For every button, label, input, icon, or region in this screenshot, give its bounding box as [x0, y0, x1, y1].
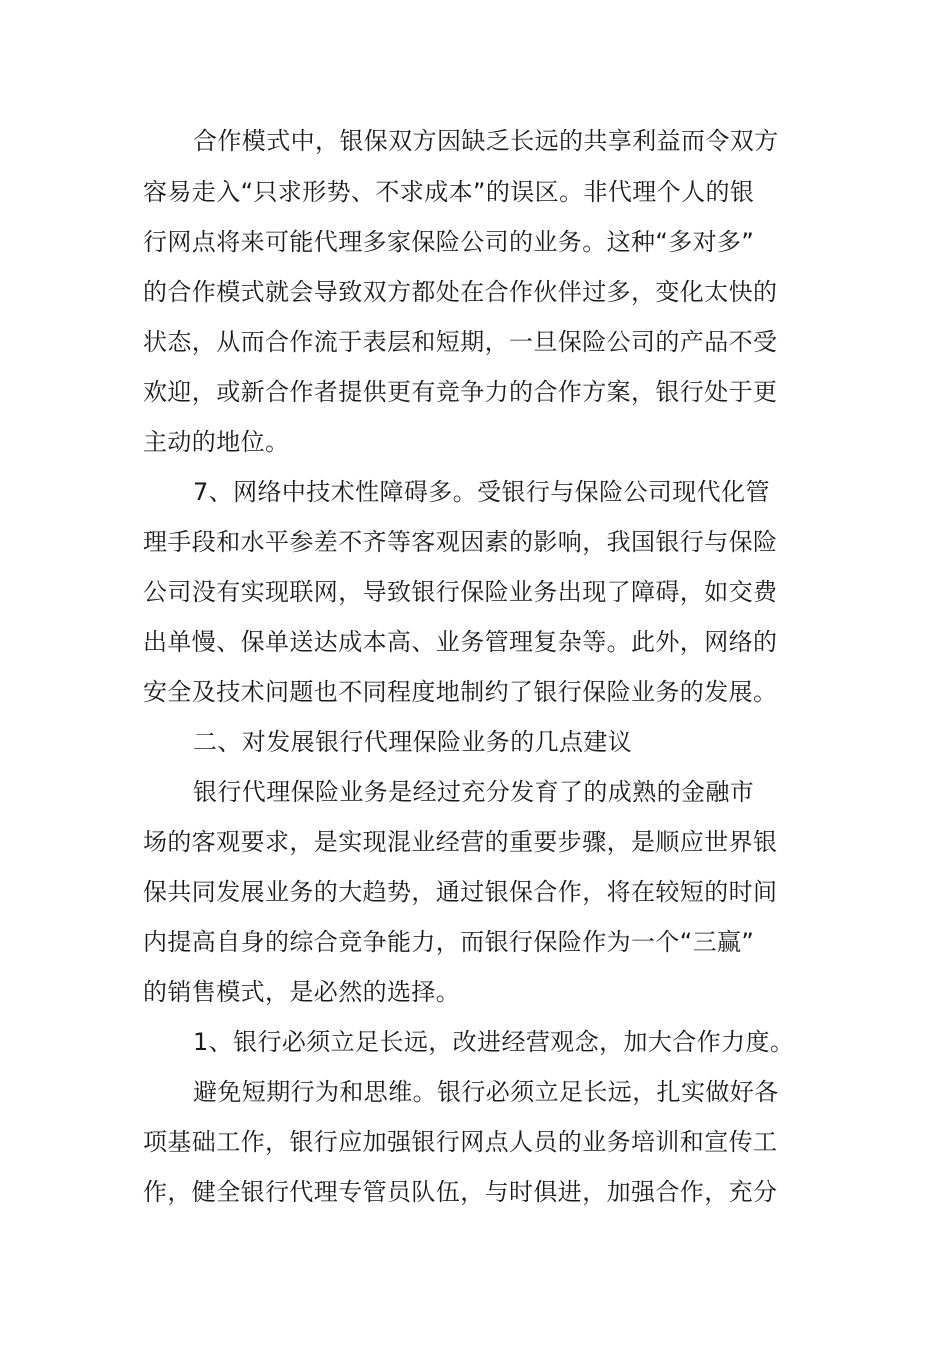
text-line: 理手段和水平参差不齐等客观因素的影响，我国银行与保险 — [143, 528, 778, 556]
text-line: 欢迎，或新合作者提供更有竞争力的合作方案，银行处于更 — [143, 378, 778, 406]
text-line: 内提高自身的综合竞争能力，而银行保险作为一个“三赢” — [143, 928, 755, 956]
text-line: 保共同发展业务的大趋势，通过银保合作，将在较短的时间 — [143, 878, 778, 906]
text-line: 安全及技术问题也不同程度地制约了银行保险业务的发展。 — [143, 678, 778, 706]
text-line: 作，健全银行代理专管员队伍，与时俱进，加强合作，充分 — [143, 1178, 778, 1206]
text-line: 行网点将来可能代理多家保险公司的业务。这种“多对多” — [143, 228, 755, 256]
text-line: 银行代理保险业务是经过充分发育了的成熟的金融市 — [193, 778, 755, 806]
text-line: 公司没有实现联网，导致银行保险业务出现了障碍，如交费 — [143, 578, 778, 606]
text-line: 场的客观要求，是实现混业经营的重要步骤，是顺应世界银 — [143, 828, 778, 856]
text-line: 状态，从而合作流于表层和短期，一旦保险公司的产品不受 — [143, 328, 778, 356]
text-line: 7、网络中技术性障碍多。受银行与保险公司现代化管 — [193, 478, 770, 506]
text-line: 的销售模式，是必然的选择。 — [143, 978, 461, 1006]
text-line: 的合作模式就会导致双方都处在合作伙伴过多，变化太快的 — [143, 278, 778, 306]
text-line: 主动的地位。 — [143, 428, 290, 456]
text-line: 容易走入“只求形势、不求成本”的误区。非代理个人的银 — [143, 178, 755, 206]
subheading: 1、银行必须立足长远，改进经营观念，加大合作力度。 — [193, 1028, 795, 1056]
text-line: 出单慢、保单送达成本高、业务管理复杂等。此外，网络的 — [143, 628, 778, 656]
section-heading: 二、对发展银行代理保险业务的几点建议 — [193, 728, 633, 756]
text-line: 避免短期行为和思维。银行必须立足长远，扎实做好各 — [193, 1078, 779, 1106]
text-line: 项基础工作，银行应加强银行网点人员的业务培训和宣传工 — [143, 1128, 778, 1156]
text-line: 合作模式中，银保双方因缺乏长远的共享利益而令双方 — [193, 127, 779, 155]
